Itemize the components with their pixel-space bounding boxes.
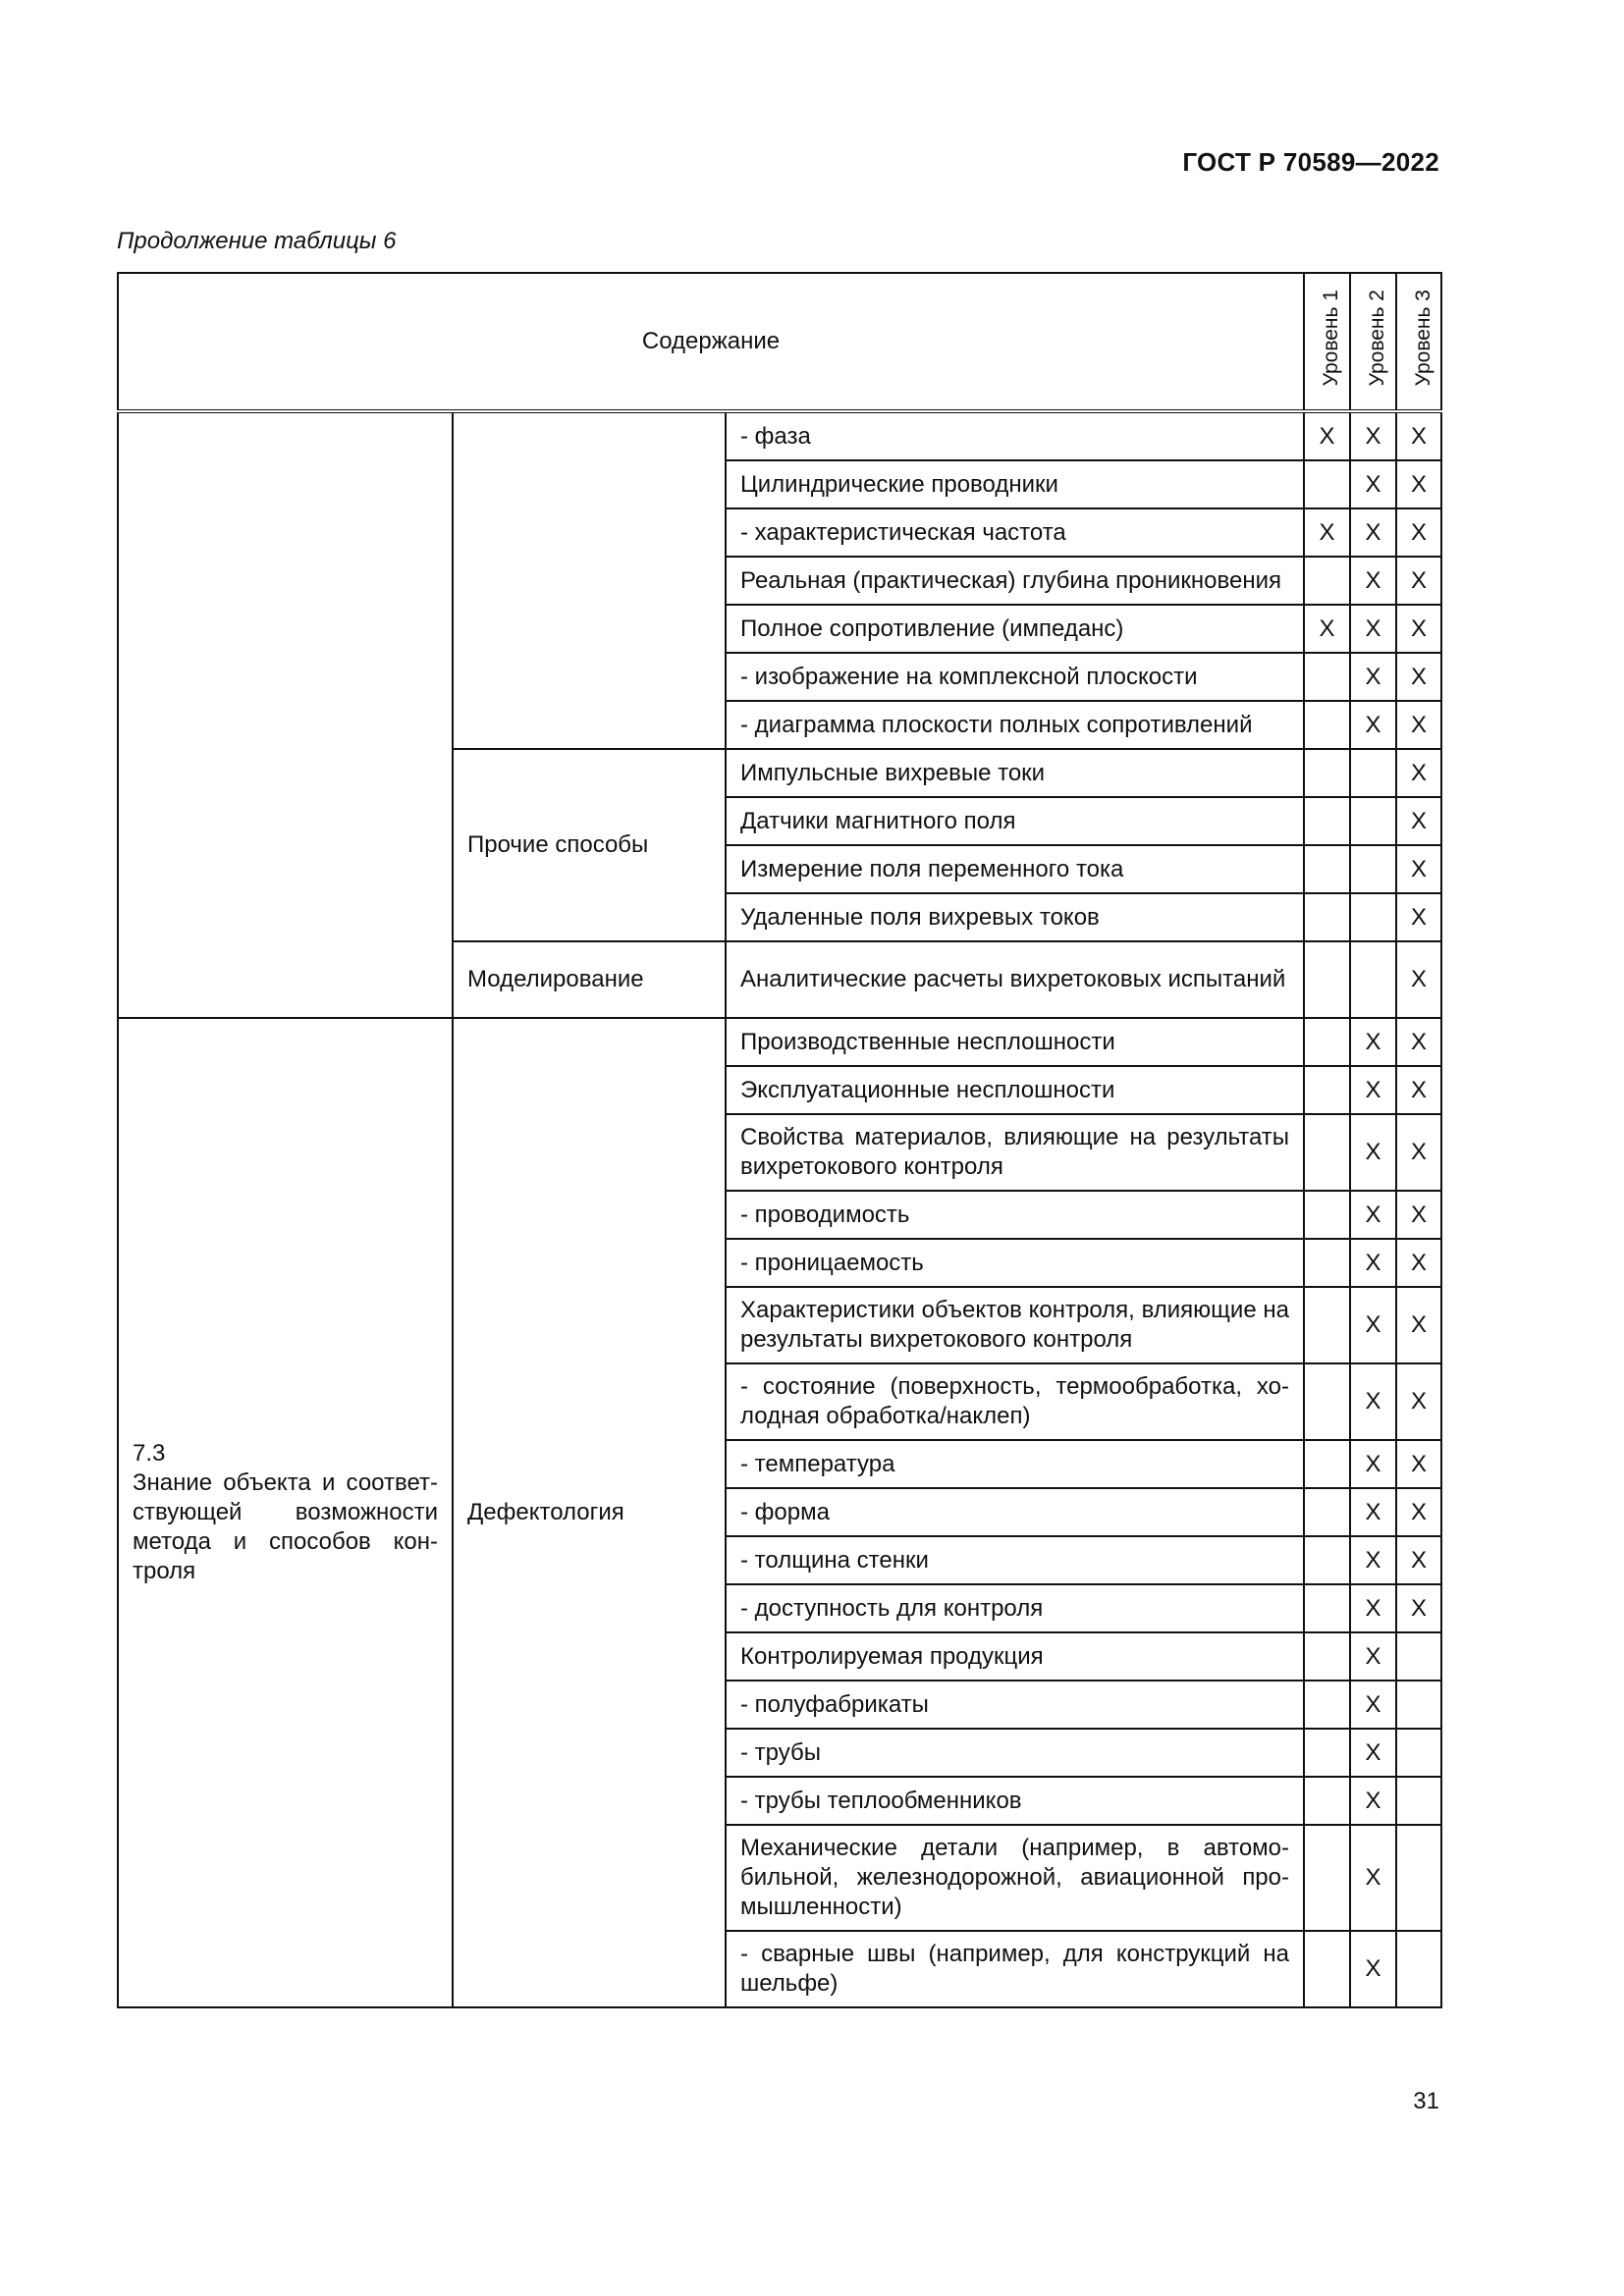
level-2-mark: X	[1350, 1440, 1396, 1488]
row-content: Эксплуатационные несплошности	[726, 1066, 1304, 1114]
level-2-mark: X	[1350, 1287, 1396, 1363]
level-2-mark: X	[1350, 1825, 1396, 1931]
level-3-mark: X	[1396, 508, 1441, 557]
level-3-mark: X	[1396, 605, 1441, 653]
row-content: Датчики магнитного поля	[726, 797, 1304, 845]
level-3-mark: X	[1396, 1066, 1441, 1114]
level-3-mark	[1396, 1681, 1441, 1729]
row-content: - сварные швы (например, для конструкций на шельфе)	[726, 1931, 1304, 2007]
table-row	[118, 1018, 1441, 1066]
level-1-mark	[1304, 1066, 1350, 1114]
level-3-mark	[1396, 1825, 1441, 1931]
level-1-mark	[1304, 1777, 1350, 1825]
level-2-mark: X	[1350, 605, 1396, 653]
level-3-mark: X	[1396, 893, 1441, 941]
row-content: Контролируемая продукция	[726, 1632, 1304, 1681]
level-1-mark	[1304, 1632, 1350, 1681]
level-1-mark	[1304, 1239, 1350, 1287]
level-2-mark: X	[1350, 1681, 1396, 1729]
level-3-mark	[1396, 1729, 1441, 1777]
level-1-mark	[1304, 1536, 1350, 1584]
level-2-mark: X	[1350, 1777, 1396, 1825]
level-3-mark	[1396, 1777, 1441, 1825]
level-1-mark	[1304, 701, 1350, 749]
level-1-mark	[1304, 893, 1350, 941]
level-3-mark	[1396, 1931, 1441, 2007]
level-1-mark: X	[1304, 605, 1350, 653]
level-2-mark	[1350, 845, 1396, 893]
row-content: - диаграмма плоскости полных сопротивлений	[726, 701, 1304, 749]
level-2-mark: X	[1350, 1729, 1396, 1777]
section-7-3-cell	[118, 1018, 453, 2007]
column-header-level-2: Уровень 2	[1350, 273, 1396, 411]
level-3-mark: X	[1396, 1536, 1441, 1584]
row-content: Производственные несплошности	[726, 1018, 1304, 1066]
level-3-mark: X	[1396, 749, 1441, 797]
level-3-mark: X	[1396, 411, 1441, 460]
level-2-mark: X	[1350, 1931, 1396, 2007]
level-3-mark: X	[1396, 1114, 1441, 1191]
level-2-mark: X	[1350, 1488, 1396, 1536]
level-1-mark	[1304, 1729, 1350, 1777]
level-1-mark	[1304, 557, 1350, 605]
row-content: - трубы теплообменников	[726, 1777, 1304, 1825]
level-3-mark: X	[1396, 1440, 1441, 1488]
level-2-mark	[1350, 797, 1396, 845]
row-content: Аналитические расчеты вихретоковых испытаний	[726, 941, 1304, 1018]
row-content: Механические детали (например, в автомобильной, железнодорожной, авиационной промышленности)	[726, 1825, 1304, 1931]
table-caption: Продолжение таблицы 6	[117, 228, 397, 254]
level-2-mark: X	[1350, 1239, 1396, 1287]
level-3-mark: X	[1396, 1239, 1441, 1287]
group-defectology: Дефектология	[453, 1018, 726, 2007]
level-2-mark: X	[1350, 1191, 1396, 1239]
level-1-mark	[1304, 749, 1350, 797]
row-content: - фаза	[726, 411, 1304, 460]
level-2-mark	[1350, 941, 1396, 1018]
row-content: - проницаемость	[726, 1239, 1304, 1287]
level-1-mark	[1304, 1363, 1350, 1440]
column-header-level-1: Уровень 1	[1304, 273, 1350, 411]
level-1-mark	[1304, 1440, 1350, 1488]
row-content: - состояние (поверхность, термообработка, холодная обработка/наклеп)	[726, 1363, 1304, 1440]
level-3-mark: X	[1396, 1018, 1441, 1066]
level-1-mark	[1304, 1114, 1350, 1191]
level-1-mark: X	[1304, 411, 1350, 460]
column-header-content: Содержание	[118, 273, 1304, 411]
level-1-mark	[1304, 1584, 1350, 1632]
level-2-mark	[1350, 893, 1396, 941]
level-2-mark: X	[1350, 653, 1396, 701]
level-3-mark: X	[1396, 1191, 1441, 1239]
level-3-mark: X	[1396, 701, 1441, 749]
level-3-mark: X	[1396, 653, 1441, 701]
requirements-table	[117, 272, 1442, 2008]
level-1-mark	[1304, 797, 1350, 845]
level-1-mark	[1304, 1681, 1350, 1729]
level-1-mark	[1304, 845, 1350, 893]
row-content: Полное сопротивление (импеданс)	[726, 605, 1304, 653]
level-3-mark: X	[1396, 1287, 1441, 1363]
section-title: Знание объекта и соответствующей возможности метода и способов контроля	[133, 1469, 438, 1584]
document-code: ГОСТ Р 70589—2022	[1182, 147, 1439, 177]
row-content: - толщина стенки	[726, 1536, 1304, 1584]
level-3-mark: X	[1396, 1584, 1441, 1632]
level-1-mark	[1304, 941, 1350, 1018]
level-2-mark: X	[1350, 1584, 1396, 1632]
level-3-mark: X	[1396, 941, 1441, 1018]
row-content: - полуфабрикаты	[726, 1681, 1304, 1729]
row-content: Удаленные поля вихревых токов	[726, 893, 1304, 941]
level-3-mark: X	[1396, 1363, 1441, 1440]
table-header-row	[118, 273, 1441, 411]
level-1-mark	[1304, 1931, 1350, 2007]
level-1-mark	[1304, 653, 1350, 701]
group-modeling: Моделирование	[453, 941, 726, 1018]
level-3-mark: X	[1396, 460, 1441, 508]
row-content: Свойства материалов, влияющие на результаты вихретокового контроля	[726, 1114, 1304, 1191]
group-cell-empty	[453, 411, 726, 749]
row-content: - характеристическая частота	[726, 508, 1304, 557]
row-content: - доступность для контроля	[726, 1584, 1304, 1632]
level-1-mark	[1304, 460, 1350, 508]
level-2-mark: X	[1350, 411, 1396, 460]
level-1-mark	[1304, 1018, 1350, 1066]
level-2-mark	[1350, 749, 1396, 797]
level-3-mark	[1396, 1632, 1441, 1681]
row-content: Характеристики объектов контроля, влияющие на результаты вихретокового контроля	[726, 1287, 1304, 1363]
level-2-mark: X	[1350, 1632, 1396, 1681]
row-content: - форма	[726, 1488, 1304, 1536]
row-content: Измерение поля переменного тока	[726, 845, 1304, 893]
level-2-mark: X	[1350, 1066, 1396, 1114]
level-2-mark: X	[1350, 460, 1396, 508]
level-1-mark	[1304, 1287, 1350, 1363]
level-2-mark: X	[1350, 557, 1396, 605]
row-content: - проводимость	[726, 1191, 1304, 1239]
level-1-mark: X	[1304, 508, 1350, 557]
row-content: Цилиндрические проводники	[726, 460, 1304, 508]
level-2-mark: X	[1350, 508, 1396, 557]
section-cell-empty	[118, 411, 453, 1018]
level-3-mark: X	[1396, 1488, 1441, 1536]
level-2-mark: X	[1350, 1536, 1396, 1584]
row-content: - температура	[726, 1440, 1304, 1488]
level-3-mark: X	[1396, 797, 1441, 845]
row-content: - изображение на комплексной плоскости	[726, 653, 1304, 701]
level-2-mark: X	[1350, 1114, 1396, 1191]
row-content: - трубы	[726, 1729, 1304, 1777]
level-2-mark: X	[1350, 1363, 1396, 1440]
level-3-mark: X	[1396, 845, 1441, 893]
level-2-mark: X	[1350, 701, 1396, 749]
row-content: Импульсные вихревые токи	[726, 749, 1304, 797]
table-row	[118, 411, 1441, 460]
level-1-mark	[1304, 1825, 1350, 1931]
row-content: Реальная (практическая) глубина проникновения	[726, 557, 1304, 605]
level-3-mark: X	[1396, 557, 1441, 605]
group-other-methods: Прочие способы	[453, 749, 726, 941]
section-number: 7.3	[133, 1440, 166, 1467]
column-header-level-3: Уровень 3	[1396, 273, 1441, 411]
level-2-mark: X	[1350, 1018, 1396, 1066]
level-1-mark	[1304, 1191, 1350, 1239]
level-1-mark	[1304, 1488, 1350, 1536]
page-number: 31	[1413, 2088, 1439, 2114]
